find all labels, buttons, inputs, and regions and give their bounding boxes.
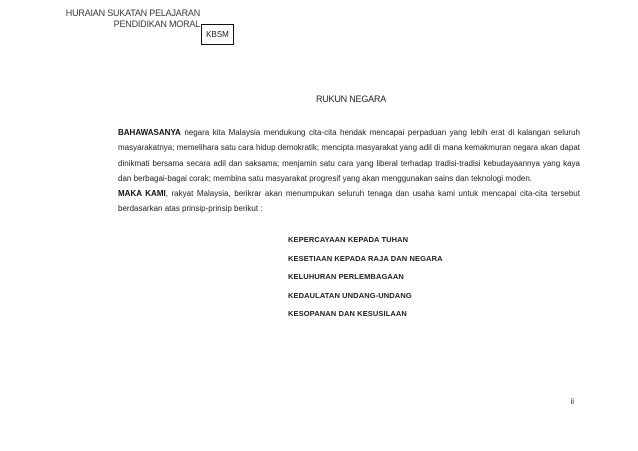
paragraph-text: , rakyat Malaysia, berikrar akan menumpukan seluruh tenaga dan usaha kami untuk mencapai cita-cita tersebut berdasarkan atas prinsip-prinsip berikut : [118, 189, 580, 214]
principle-item: KESOPANAN DAN KESUSILAAN [288, 309, 407, 319]
page-number: ii [570, 397, 574, 406]
page-title: RUKUN NEGARA [315, 94, 387, 104]
header-title-line2: PENDIDIKAN MORAL [113, 19, 200, 29]
paragraph-maka-kami [118, 186, 580, 217]
document-header-title [60, 8, 200, 30]
principle-item: KEDAULATAN UNDANG-UNDANG [288, 290, 412, 300]
paragraph-text: negara kita Malaysia mendukung cita-cita hendak mencapai perpaduan yang lebih erat di kalangan seluruh masyarakatnya; memelihara satu cara hidup demokratik; mencipta masyarakat yang adil di mana kemakmuran negara akan dapat dinikmati bersama secara adil dan saksama; menjamin satu cara yang liberal terhadap tradisi-tradisi kebudayaannya yang kaya dan berbagai-bagai corak; membina satu masyarakat progresif yang akan menggunakan sains dan teknologi moden. [118, 128, 580, 183]
paragraph-lead: BAHAWASANYA [118, 128, 181, 137]
header-title-line1: HURAIAN SUKATAN PELAJARAN [65, 8, 200, 18]
kbsm-badge: KBSM [201, 24, 234, 45]
paragraph-bahawasanya [118, 125, 580, 186]
principle-item: KEPERCAYAAN KEPADA TUHAN [288, 235, 409, 244]
principle-item: KELUHURAN PERLEMBAGAAN [288, 272, 404, 282]
principle-item: KESETIAAN KEPADA RAJA DAN NEGARA [288, 253, 443, 263]
paragraph-lead: MAKA KAMI [118, 189, 166, 198]
principles-list [288, 231, 443, 324]
